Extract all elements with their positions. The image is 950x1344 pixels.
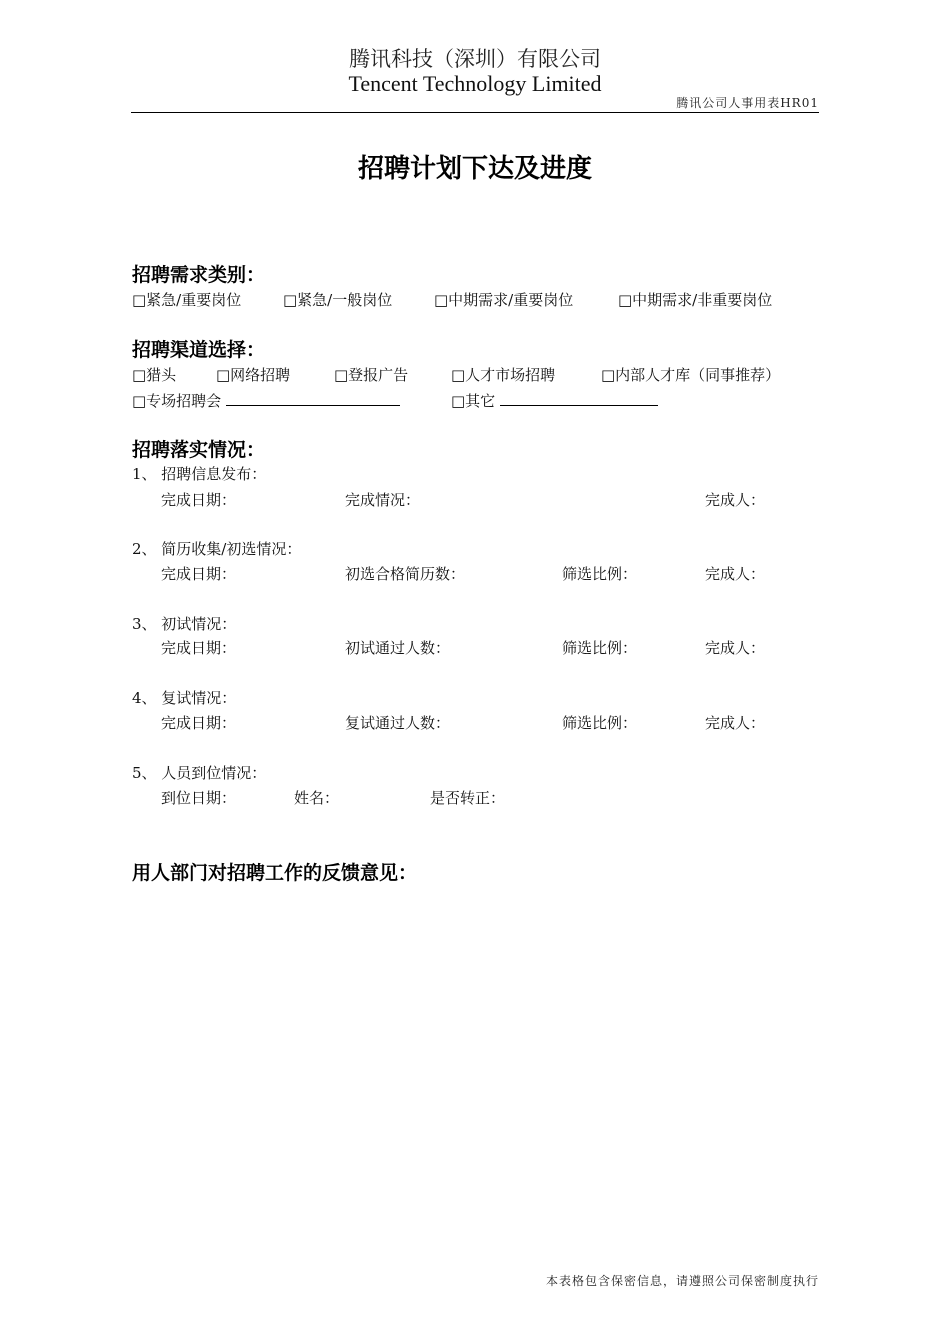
company-name-english: Tencent Technology Limited <box>348 71 602 96</box>
checkbox-headhunter[interactable]: □猎头 <box>132 366 177 384</box>
item-onboarding-title: 5、 人员到位情况： <box>132 764 267 782</box>
field-name: 姓名： <box>294 789 340 807</box>
item-resume-screening-title: 2、 简历收集/初选情况： <box>132 540 302 558</box>
field-qualified-resumes: 初选合格简历数： <box>345 565 466 583</box>
checkbox-midterm-important[interactable]: □中期需求/重要岗位 <box>434 291 574 309</box>
checkbox-talent-market[interactable]: □人才市场招聘 <box>451 366 556 384</box>
implementation-heading: 招聘落实情况： <box>132 439 266 461</box>
checkbox-urgent-general[interactable]: □紧急/一般岗位 <box>283 291 393 309</box>
field-completion-date: 完成日期： <box>161 565 237 583</box>
job-fair-fill-line[interactable] <box>226 390 400 406</box>
checkbox-midterm-nonimportant[interactable]: □中期需求/非重要岗位 <box>618 291 773 309</box>
item-second-interview-title: 4、 复试情况： <box>132 689 237 707</box>
item-info-release-title: 1、 招聘信息发布： <box>132 465 267 483</box>
job-fair-label: □专场招聘会 <box>132 392 222 410</box>
field-screening-ratio: 筛选比例： <box>562 714 638 732</box>
channel-heading: 招聘渠道选择： <box>132 339 266 361</box>
form-code: 腾讯公司人事用表HR01 <box>676 96 819 110</box>
field-completed-by: 完成人： <box>705 714 766 732</box>
confidentiality-footer: 本表格包含保密信息，请遵照公司保密制度执行 <box>545 1274 819 1288</box>
field-completion-date: 完成日期： <box>161 491 237 509</box>
field-confirmed-regular: 是否转正： <box>430 789 506 807</box>
field-second-interview-passed: 复试通过人数： <box>345 714 451 732</box>
header-divider <box>131 112 819 113</box>
field-completion-status: 完成情况： <box>345 491 421 509</box>
other-fill-line[interactable] <box>500 390 658 406</box>
field-screening-ratio: 筛选比例： <box>562 565 638 583</box>
field-arrival-date: 到位日期： <box>161 789 237 807</box>
feedback-heading: 用人部门对招聘工作的反馈意见： <box>132 862 418 884</box>
checkbox-online-recruitment[interactable]: □网络招聘 <box>216 366 291 384</box>
item-first-interview-title: 3、 初试情况： <box>132 615 237 633</box>
field-completed-by: 完成人： <box>705 565 766 583</box>
field-screening-ratio: 筛选比例： <box>562 639 638 657</box>
demand-category-heading: 招聘需求类别： <box>132 264 266 286</box>
other-label: □其它 <box>451 392 496 410</box>
checkbox-internal-referral[interactable]: □内部人才库（同事推荐） <box>601 366 781 384</box>
field-completion-date: 完成日期： <box>161 714 237 732</box>
field-completed-by: 完成人： <box>705 491 766 509</box>
document-title: 招聘计划下达及进度 <box>357 154 592 184</box>
field-completed-by: 完成人： <box>705 639 766 657</box>
checkbox-urgent-important[interactable]: □紧急/重要岗位 <box>132 291 242 309</box>
field-first-interview-passed: 初试通过人数： <box>345 639 451 657</box>
field-completion-date: 完成日期： <box>161 639 237 657</box>
checkbox-newspaper-ad[interactable]: □登报广告 <box>334 366 409 384</box>
checkbox-job-fair[interactable] <box>132 390 400 411</box>
checkbox-other[interactable] <box>451 390 658 411</box>
company-name-chinese: 腾讯科技（深圳）有限公司 <box>349 47 601 71</box>
